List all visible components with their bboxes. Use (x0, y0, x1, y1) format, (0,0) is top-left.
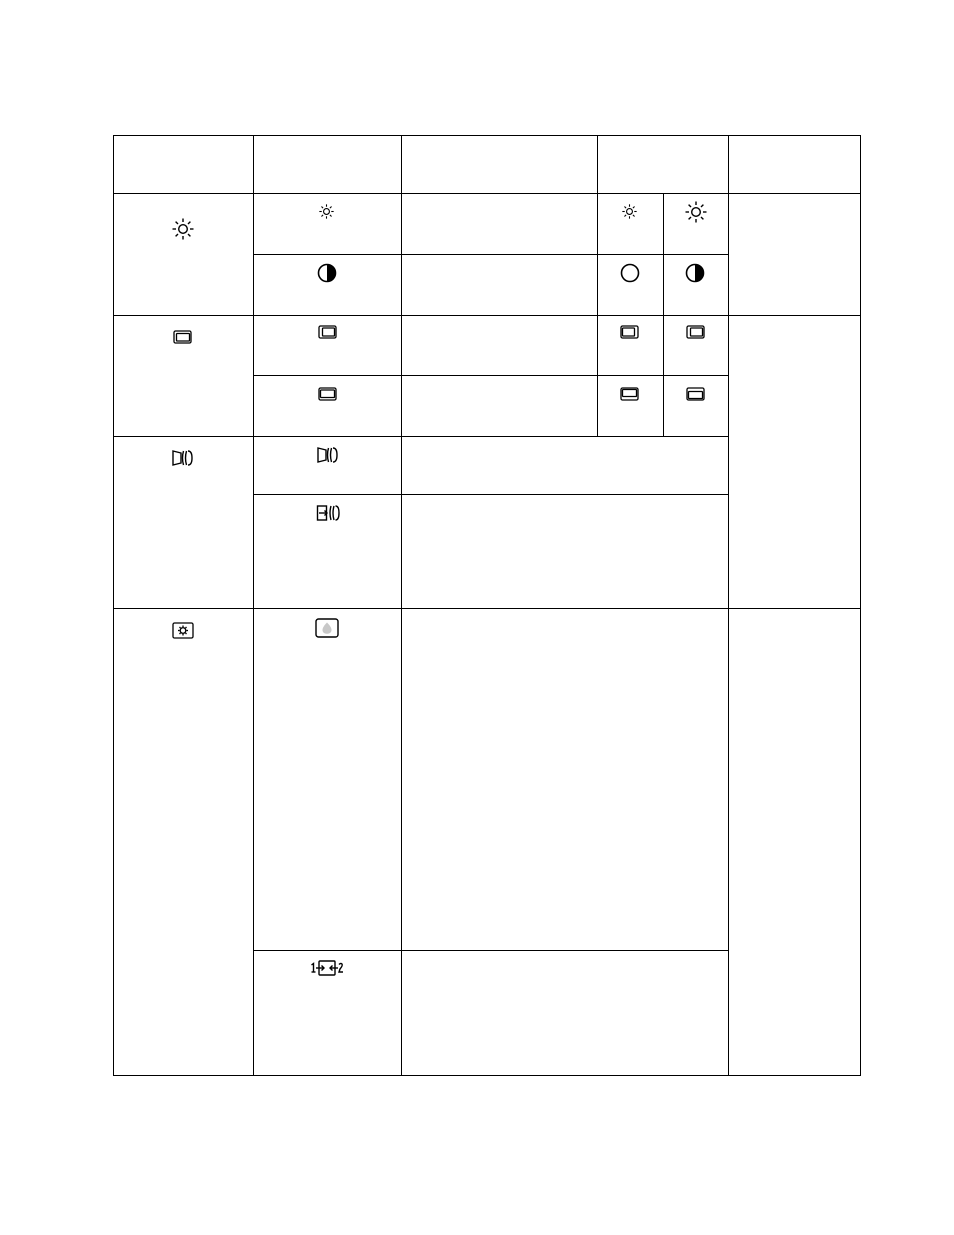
image-setup-icon (171, 449, 193, 467)
vertical-position-icon (318, 387, 338, 401)
row-divider (253, 494, 728, 495)
image-properties-icon (172, 622, 194, 639)
contrast-low-icon (620, 263, 640, 283)
vertical-position-down-icon (620, 387, 640, 401)
row-divider (113, 608, 861, 609)
column-divider (253, 135, 254, 1076)
horizontal-position-right-icon (686, 325, 706, 339)
header-divider (113, 193, 861, 194)
horizontal-position-icon (318, 325, 338, 339)
table-bottom-border (113, 1075, 861, 1076)
input-signal-icon (309, 959, 345, 977)
brightness-low-icon (622, 204, 637, 219)
column-divider (728, 135, 729, 1076)
table-right-border (860, 135, 861, 1076)
row-divider (253, 375, 728, 376)
contrast-icon (317, 263, 337, 283)
automatic-setup-icon (316, 446, 338, 464)
brightness-icon (172, 218, 194, 240)
brightness-high-icon (685, 201, 707, 223)
contrast-high-icon (685, 263, 705, 283)
brightness-icon (319, 204, 334, 219)
row-divider (253, 254, 728, 255)
column-divider (401, 135, 402, 1076)
table-left-border (113, 135, 114, 1076)
column-divider (597, 135, 598, 437)
manual-setup-icon (316, 504, 340, 522)
row-divider (253, 950, 728, 951)
row-divider (113, 315, 861, 316)
table-top-border (113, 135, 861, 136)
vertical-position-up-icon (686, 387, 706, 401)
horizontal-position-left-icon (620, 325, 640, 339)
image-position-icon (173, 330, 193, 344)
column-divider (663, 193, 664, 437)
row-divider (113, 436, 728, 437)
color-icon (315, 618, 339, 638)
